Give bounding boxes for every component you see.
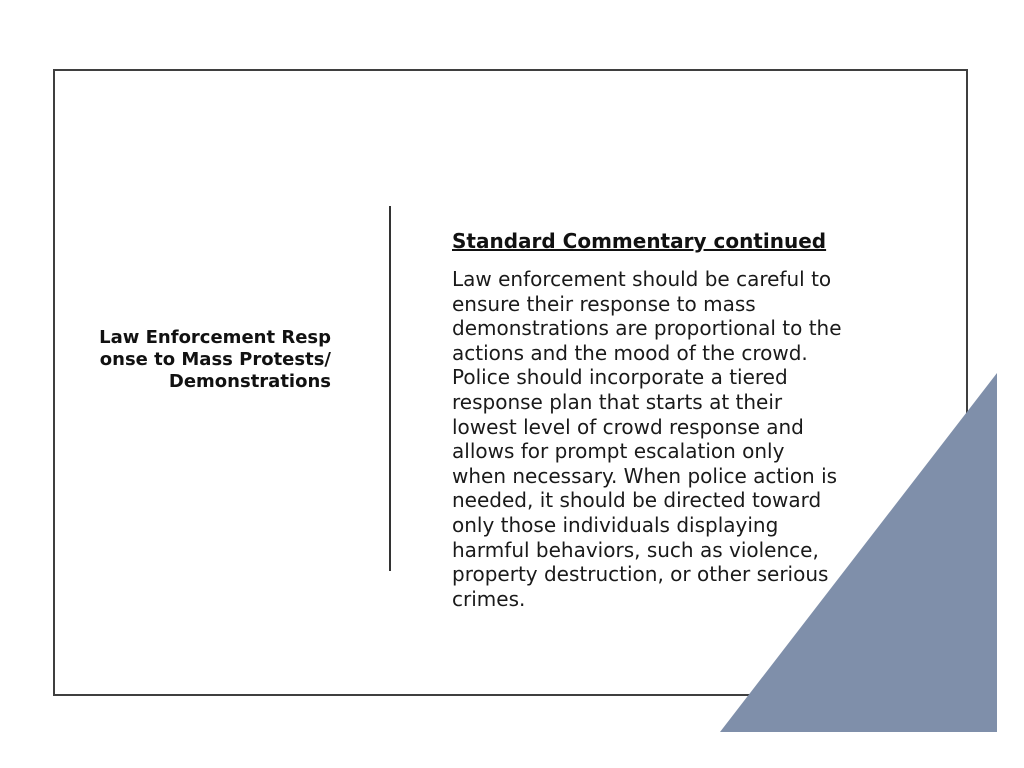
content-body: Law enforcement should be careful to ensure their response to mass demonstrations are proportional to the actions and the mood of the crowd. Police should incorporate a tiered response plan that starts at their lowest level of crowd response and allows for prompt escalation only when necessary. When police action is needed, it should be directed toward only those individuals displaying harmful behaviors, such as violence, property destruction, or other serious crimes. — [452, 267, 842, 611]
content-block — [452, 229, 842, 611]
vertical-divider — [389, 206, 391, 571]
slide-section-title: Law Enforcement Response to Mass Protests/Demonstrations — [99, 327, 331, 392]
content-heading: Standard Commentary continued — [452, 229, 827, 253]
